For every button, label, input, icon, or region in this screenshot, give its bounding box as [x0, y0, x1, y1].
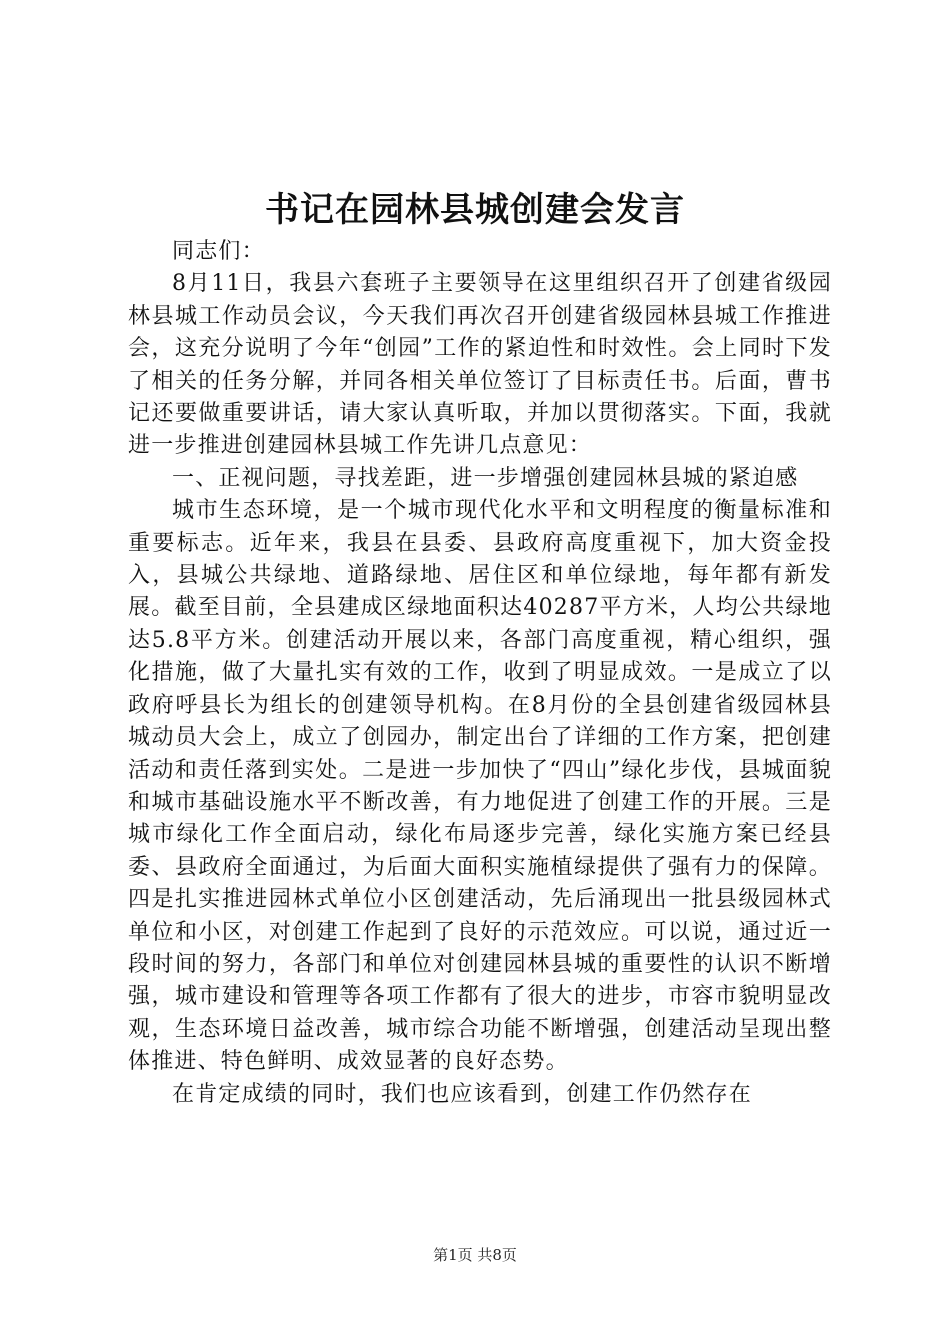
section-heading-1: 一、正视问题，寻找差距，进一步增强创建园林县城的紧迫感	[172, 465, 799, 491]
page-footer: 第1页 共8页	[433, 1246, 517, 1264]
document-title: 书记在园林县城创建会发言	[265, 190, 685, 230]
greeting-paragraph: 同志们：	[172, 239, 265, 264]
document-body	[128, 236, 832, 1111]
body-paragraph-3: 在肯定成绩的同时，我们也应该看到，创建工作仍然存在	[172, 1081, 753, 1107]
body-paragraph-2: 城市生态环境，是一个城市现代化水平和文明程度的衡量标准和重要标志。近年来，我县在县委、县政府高度重视下，加大资金投入，县城公共绿地、道路绿地、居住区和单位绿地，每年都有新发展。截至目前，全县建成区绿地面积达40287平方米，人均公共绿地达5.8平方米。创建活动开展以来，各部门高度重视，精心组织，强化措施，做了大量扎实有效的工作，收到了明显成效。一是成立了以政府呼县长为组长的创建领导机构。在8月份的全县创建省级园林县城动员大会上，成立了创园办，制定出台了详细的工作方案，把创建活动和责任落到实处。二是进一步加快了“四山”绿化步伐，县城面貌和城市基础设施水平不断改善，有力地促进了创建工作的开展。三是城市绿化工作全面启动，绿化布局逐步完善，绿化实施方案已经县委、县政府全面通过，为后面大面积实施植绿提供了强有力的保障。四是扎实推进园林式单位小区创建活动，先后涌现出一批县级园林式单位和小区，对创建工作起到了良好的示范效应。可以说，通过近一段时间的努力，各部门和单位对创建园林县城的重要性的认识不断增强，城市建设和管理等各项工作都有了很大的进步，市容市貌明显改观，生态环境日益改善，城市综合功能不断增强，创建活动呈现出整体推进、特色鲜明、成效显著的良好态势。	[128, 498, 832, 1075]
body-paragraph-1: 8月11日，我县六套班子主要领导在这里组织召开了创建省级园林县城工作动员会议，今天我们再次召开创建省级园林县城工作推进会，这充分说明了今年“创园”工作的紧迫性和时效性。会上同时下发了相关的任务分解，并同各相关单位签订了目标责任书。后面，曹书记还要做重要讲话，请大家认真听取，并加以贯彻落实。下面，我就进一步推进创建园林县城工作先讲几点意见：	[128, 271, 832, 459]
